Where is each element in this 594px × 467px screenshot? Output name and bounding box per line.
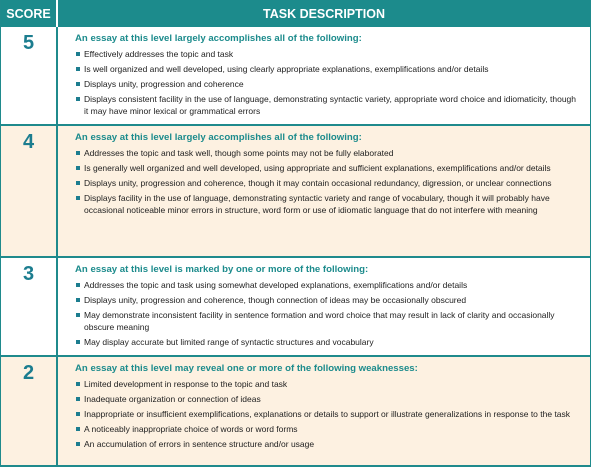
criteria-list (75, 147, 582, 216)
task-description (58, 258, 590, 355)
score-value: 2 (1, 357, 58, 465)
list-item: Inappropriate or insufficient exemplifications, explanations or details to support or illustrate generalizations in response to the task (75, 408, 582, 420)
score-value: 5 (1, 27, 58, 124)
list-item: Is generally well organized and well developed, using appropriate and sufficient explanations, exemplifications and/or details (75, 162, 582, 174)
criteria-list (75, 279, 582, 348)
list-item: Inadequate organization or connection of ideas (75, 393, 582, 405)
score-row-2 (1, 357, 590, 467)
score-value: 3 (1, 258, 58, 355)
list-item: A noticeably inappropriate choice of words or word forms (75, 423, 582, 435)
task-description (58, 126, 590, 256)
list-item: Effectively addresses the topic and task (75, 48, 582, 60)
list-item: Addresses the topic and task using somewhat developed explanations, exemplifications and/or details (75, 279, 582, 291)
list-item: Is well organized and well developed, using clearly appropriate explanations, exemplifications and/or details (75, 63, 582, 75)
score-row-3 (1, 258, 590, 357)
list-item: Displays facility in the use of language, demonstrating syntactic variety and range of vocabulary, though it will probably have occasional noticeable minor errors in structure, word form or use of idiomatic language that do not interfere with meaning (75, 192, 582, 216)
level-intro: An essay at this level may reveal one or more of the following weaknesses: (75, 363, 418, 374)
table-header (1, 0, 590, 27)
score-row-5 (1, 27, 590, 126)
level-intro: An essay at this level largely accomplishes all of the following: (75, 33, 362, 44)
list-item: Displays consistent facility in the use of language, demonstrating syntactic variety, appropriate word choice and idiomaticity, though it may have minor lexical or grammatical errors (75, 93, 582, 117)
list-item: An accumulation of errors in sentence structure and/or usage (75, 438, 582, 450)
task-description (58, 357, 590, 465)
task-description (58, 27, 590, 124)
list-item: Addresses the topic and task well, though some points may not be fully elaborated (75, 147, 582, 159)
list-item: Limited development in response to the topic and task (75, 378, 582, 390)
list-item: Displays unity, progression and coherence, though connection of ideas may be occasionally obscured (75, 294, 582, 306)
list-item: Displays unity, progression and coherence (75, 78, 582, 90)
task-description-column-header: TASK DESCRIPTION (263, 6, 385, 21)
score-column-header: SCORE (1, 0, 58, 27)
score-row-4 (1, 126, 590, 258)
criteria-list (75, 48, 582, 117)
level-intro: An essay at this level is marked by one or more of the following: (75, 264, 369, 275)
criteria-list (75, 378, 582, 450)
list-item: May demonstrate inconsistent facility in sentence formation and word choice that may result in lack of clarity and occasionally obscure meaning (75, 309, 582, 333)
level-intro: An essay at this level largely accomplishes all of the following: (75, 132, 362, 143)
score-value: 4 (1, 126, 58, 256)
list-item: Displays unity, progression and coherence, though it may contain occasional redundancy, digression, or unclear connections (75, 177, 582, 189)
list-item: May display accurate but limited range of syntactic structures and vocabulary (75, 336, 582, 348)
